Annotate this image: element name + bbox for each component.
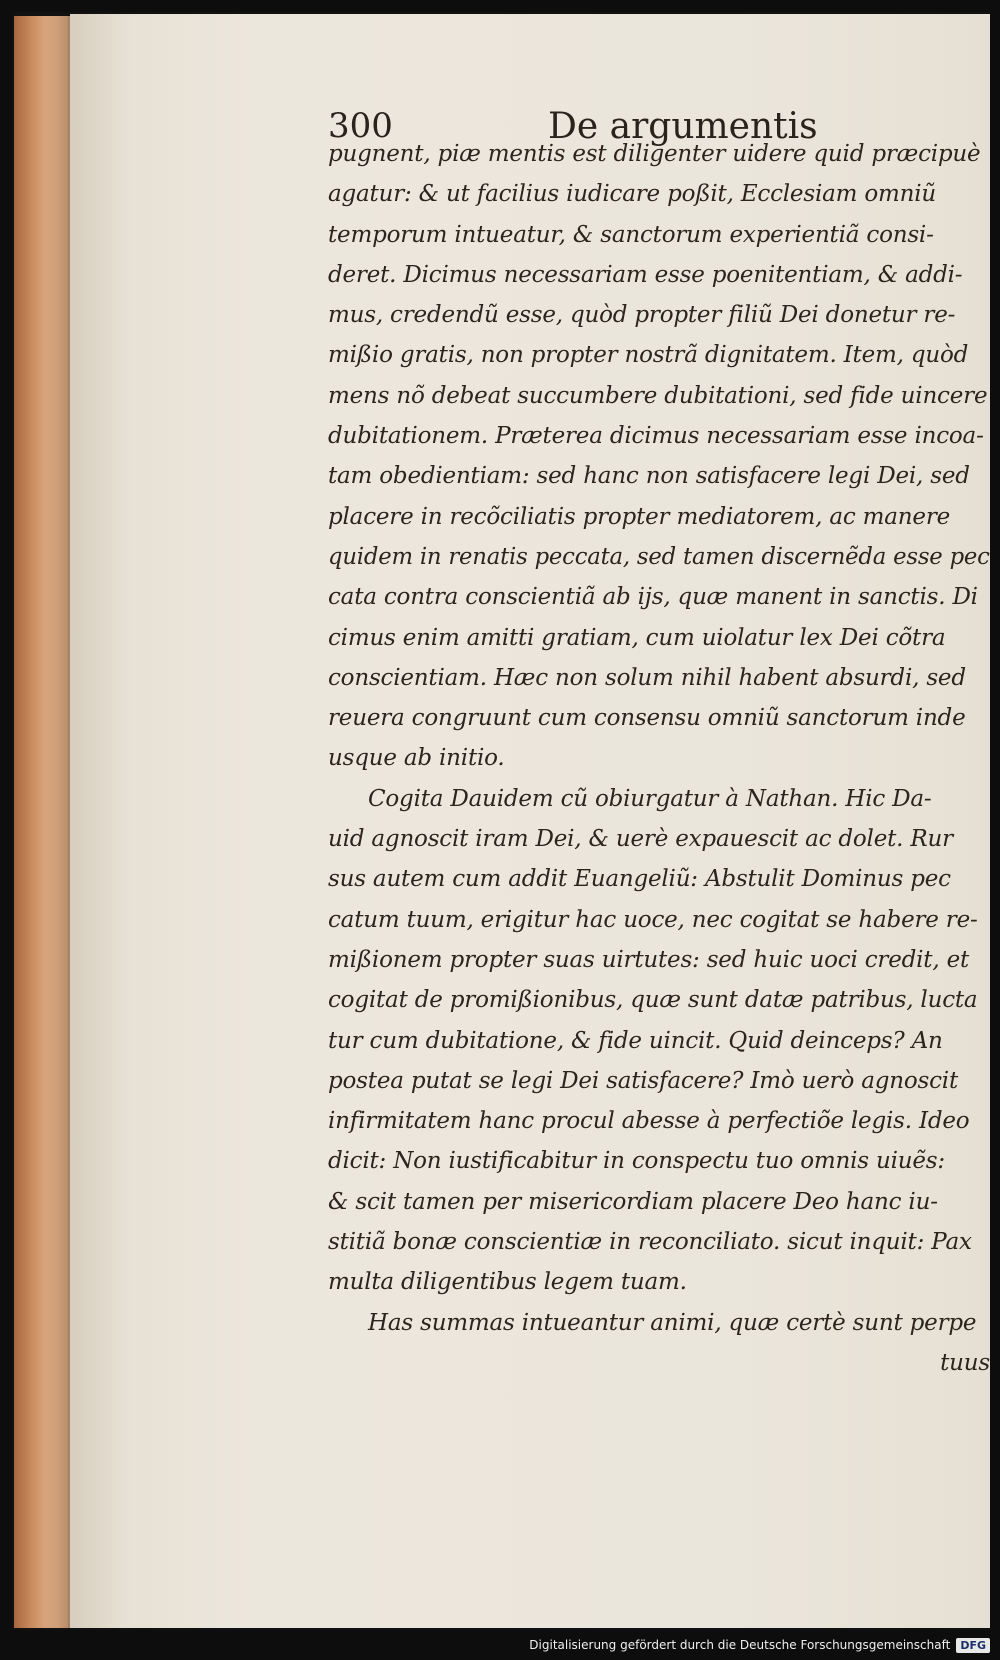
- text-line: cimus enim amitti gratiam, cum uiolatur lex Dei cõtra: [328, 624, 946, 651]
- text-line: postea putat se legi Dei satisfacere? Imò uerò agnoscit: [328, 1067, 958, 1094]
- paragraph-start-line: Cogita Dauidem cũ obiurgatur à Nathan. Hic Da-: [368, 785, 932, 812]
- text-line: mißionem propter suas uirtutes: sed huic uoci credit, et: [328, 946, 970, 973]
- text-line: mus, credendũ esse, quòd propter filiũ Dei donetur re-: [328, 302, 956, 329]
- page-number: 300: [328, 106, 393, 146]
- text-line: agatur: & ut facilius iudicare poßit, Ecclesiam omniũ: [328, 181, 936, 208]
- text-line: multa diligentibus legem tuam.: [328, 1269, 687, 1296]
- book-fore-edge: [14, 16, 70, 1628]
- catchword: tuus: [940, 1349, 990, 1376]
- text-line: quidem in renatis peccata, sed tamen discernẽda esse pec: [328, 543, 990, 570]
- text-line: dicit: Non iustificabitur in conspectu tuo omnis uiuẽs:: [328, 1148, 945, 1175]
- text-line: cogitat de promißionibus, quæ sunt datæ patribus, lucta: [328, 987, 978, 1014]
- text-line: & scit tamen per misericordiam placere Deo hanc iu-: [328, 1188, 938, 1215]
- text-line: usque ab initio.: [328, 745, 505, 772]
- text-line: temporum intueatur, & sanctorum experientiã consi-: [328, 221, 934, 248]
- text-line: sus autem cum addit Euangeliũ: Abstulit Dominus pec: [328, 866, 951, 893]
- text-line: tam obedientiam: sed hanc non satisfacere legi Dei, sed: [328, 463, 970, 490]
- digitization-footer: [529, 1634, 990, 1656]
- text-line: pugnent, piæ mentis est diligenter uidere quid præcipuè: [328, 141, 981, 167]
- dfg-logo: DFG: [956, 1638, 990, 1653]
- body-text: [328, 134, 990, 1383]
- text-line: uid agnoscit iram Dei, & uerè expauescit ac dolet. Rur: [328, 826, 953, 853]
- paragraph-start-line: Has summas intueantur animi, quæ certè sunt perpe: [368, 1309, 977, 1336]
- text-line: placere in recõciliatis propter mediatorem, ac manere: [328, 503, 951, 530]
- funding-credit: Digitalisierung gefördert durch die Deutsche Forschungsgemeinschaft: [529, 1638, 951, 1652]
- text-line: tur cum dubitatione, & fide uincit. Quid deinceps? An: [328, 1027, 943, 1054]
- text-line: infirmitatem hanc procul abesse à perfectiõe legis. Ideo: [328, 1108, 970, 1135]
- running-head: De argumentis: [548, 106, 818, 147]
- text-line: cata contra conscientiã ab ijs, quæ manent in sanctis. Di: [328, 584, 978, 611]
- text-line: mens nõ debeat succumbere dubitationi, sed fide uincere: [328, 382, 988, 409]
- text-line: reuera congruunt cum consensu omniũ sanctorum inde: [328, 705, 966, 732]
- text-line: deret. Dicimus necessariam esse poenitentiam, & addi-: [328, 261, 963, 288]
- text-line: mißio gratis, non propter nostrã dignitatem. Item, quòd: [328, 342, 969, 369]
- text-line: stitiã bonæ conscientiæ in reconciliato. sicut inquit: Pax: [328, 1229, 972, 1256]
- text-line: dubitationem. Præterea dicimus necessariam esse incoa-: [328, 423, 984, 450]
- text-line: catum tuum, erigitur hac uoce, nec cogitat se habere re-: [328, 906, 978, 933]
- text-line: conscientiam. Hæc non solum nihil habent absurdi, sed: [328, 664, 966, 691]
